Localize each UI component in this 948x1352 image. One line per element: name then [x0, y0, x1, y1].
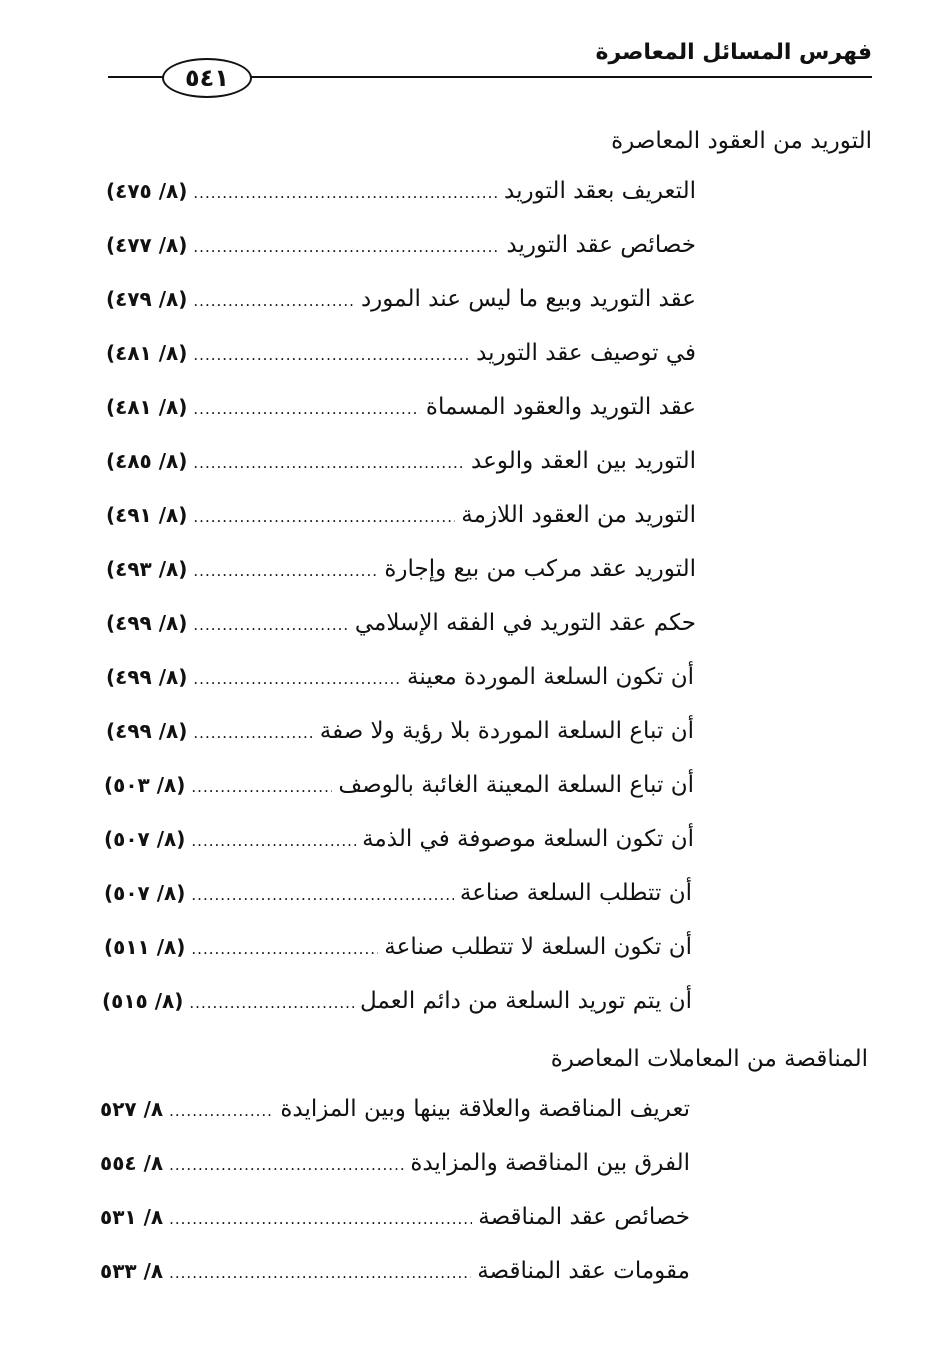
entry-page-ref: (٨/ ٤٧٧) [106, 233, 188, 257]
entry-label: التوريد عقد مركب من بيع وإجارة [384, 556, 696, 582]
entry-label: أن تباع السلعة المعينة الغائبة بالوصف [338, 772, 694, 798]
index-entry [106, 556, 696, 596]
entry-label: التعريف بعقد التوريد [504, 178, 696, 204]
entry-page-ref: (٨/ ٤٩٩) [106, 719, 188, 743]
index-entry [100, 1096, 690, 1136]
index-entry [106, 502, 696, 542]
index-entry [104, 934, 692, 974]
entry-label: أن تتطلب السلعة صناعة [459, 880, 692, 906]
dot-leader [191, 886, 453, 904]
section-heading-tender: المناقصة من المعاملات المعاصرة [550, 1046, 868, 1072]
entry-label: أن يتم توريد السلعة من دائم العمل [360, 988, 692, 1014]
dot-leader [193, 238, 500, 256]
index-entry [106, 718, 694, 758]
entry-label: التوريد بين العقد والوعد [471, 448, 696, 474]
entry-label: خصائص عقد التوريد [506, 232, 696, 258]
entry-page-ref: (٨/ ٤٨٥) [106, 449, 188, 473]
entry-label: في توصيف عقد التوريد [476, 340, 696, 366]
dot-leader [193, 292, 355, 310]
entry-page-ref: ٨/ ٥٣٣ [100, 1259, 164, 1283]
index-entry [106, 394, 696, 434]
index-entry [104, 826, 694, 866]
index-entry [106, 610, 696, 650]
entry-label: أن تكون السلعة موصوفة في الذمة [362, 826, 694, 852]
entry-label: حكم عقد التوريد في الفقه الإسلامي [354, 610, 696, 636]
index-entry [106, 664, 694, 704]
dot-leader [193, 616, 348, 634]
page-number-oval: ٥٤١ [162, 58, 252, 98]
dot-leader [191, 778, 332, 796]
entry-label: التوريد من العقود اللازمة [461, 502, 696, 528]
entry-label: عقد التوريد وبيع ما ليس عند المورد [360, 286, 696, 312]
entry-page-ref: (٨/ ٤٩١) [106, 503, 188, 527]
entry-page-ref: (٨/ ٤٧٩) [106, 287, 188, 311]
entry-label: أن تكون السلعة لا تتطلب صناعة [384, 934, 692, 960]
entry-page-ref: (٨/ ٥٠٣) [104, 773, 186, 797]
index-entry [100, 1258, 690, 1298]
entry-page-ref: ٨/ ٥٢٧ [100, 1097, 164, 1121]
entry-page-ref: (٨/ ٥٠٧) [104, 827, 186, 851]
entry-page-ref: ٨/ ٥٣١ [100, 1205, 164, 1229]
dot-leader [189, 994, 354, 1012]
entry-page-ref: (٨/ ٤٩٩) [106, 611, 188, 635]
dot-leader [193, 508, 455, 526]
entry-page-ref: (٨/ ٥١٥) [102, 989, 184, 1013]
dot-leader [191, 832, 356, 850]
dot-leader [169, 1102, 274, 1120]
dot-leader [169, 1210, 472, 1228]
entry-page-ref: (٨/ ٥٠٧) [104, 881, 186, 905]
dot-leader [169, 1156, 404, 1174]
dot-leader [193, 724, 313, 742]
index-entry [100, 1150, 690, 1190]
entry-page-ref: (٨/ ٤٩٣) [106, 557, 188, 581]
running-header-title: فهرس المسائل المعاصرة [595, 40, 872, 65]
entry-label: عقد التوريد والعقود المسماة [425, 394, 696, 420]
index-entry [106, 340, 696, 380]
dot-leader [169, 1264, 471, 1282]
index-entry [104, 772, 694, 812]
index-entry [106, 178, 696, 218]
entry-label: أن تباع السلعة الموردة بلا رؤية ولا صفة [319, 718, 694, 744]
index-entry [106, 448, 696, 488]
entry-label: الفرق بين المناقصة والمزايدة [410, 1150, 690, 1176]
entry-page-ref: (٨/ ٤٨١) [106, 341, 188, 365]
entry-page-ref: (٨/ ٤٧٥) [106, 179, 188, 203]
entry-page-ref: (٨/ ٤٨١) [106, 395, 188, 419]
entry-label: مقومات عقد المناقصة [477, 1258, 690, 1284]
entry-page-ref: (٨/ ٥١١) [104, 935, 186, 959]
dot-leader [191, 940, 378, 958]
entry-label: أن تكون السلعة الموردة معينة [407, 664, 694, 690]
dot-leader [193, 454, 465, 472]
index-entry [104, 880, 692, 920]
index-entry [100, 1204, 690, 1244]
entry-page-ref: (٨/ ٤٩٩) [106, 665, 188, 689]
index-entry [102, 988, 692, 1028]
section-heading-supply: التوريد من العقود المعاصرة [611, 128, 872, 154]
dot-leader [193, 400, 420, 418]
dot-leader [193, 346, 470, 364]
index-entry [106, 232, 696, 272]
dot-leader [193, 184, 498, 202]
entry-label: خصائص عقد المناقصة [478, 1204, 690, 1230]
dot-leader [193, 670, 401, 688]
entry-label: تعريف المناقصة والعلاقة بينها وبين المزايدة [280, 1096, 690, 1122]
entry-page-ref: ٨/ ٥٥٤ [100, 1151, 164, 1175]
index-entry [106, 286, 696, 326]
dot-leader [193, 562, 378, 580]
